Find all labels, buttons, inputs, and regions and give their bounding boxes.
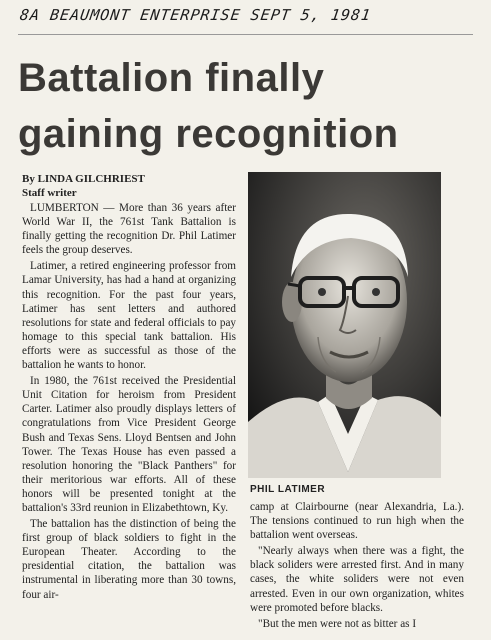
paragraph: "But the men were not as bitter as I — [258, 617, 417, 630]
headline: Battalion finally gaining recognition — [18, 56, 399, 156]
paragraph: The battalion has the distinction of being the first group of black soldiers to fight in the European Theater. According to the presidential citation, the battalion was instrumental in liberating more than 30 towns, four air- — [22, 518, 236, 601]
paragraph: In 1980, the 761st received the Presidential Unit Citation for heroism from President Carter. Latimer also proudly displays letters of congratulations from Vice President George Bush and Texas Sens. Lloyd Bentsen and John Tower. The Texas House has even passed a resolution honoring the "Black Panthers" for their meritorious war efforts. All of these honors will be presented tonight at the battalion's 33rd reunion in Elizabethtown, Ky. — [22, 375, 236, 514]
paragraph: "Nearly always when there was a fight, the black soliders were arrested first. And in many cases, the white soliders were not even arrested. Even in our own organization, whites were promoted before blacks. — [250, 545, 464, 614]
byline-author: By LINDA GILCHRIEST — [22, 173, 145, 185]
photo-caption: PHIL LATIMER — [250, 484, 326, 495]
paragraph: LUMBERTON — More than 36 years after World War II, the 761st Tank Battalion is finally getting the recognition Dr. Phil Latimer feels the group deserves. — [22, 202, 236, 257]
byline-role: Staff writer — [22, 187, 77, 199]
byline — [22, 172, 242, 200]
article-column-1 — [22, 201, 236, 640]
article-column-2 — [250, 500, 464, 640]
portrait-photo — [248, 172, 441, 478]
top-rule — [18, 34, 473, 35]
paragraph: Latimer, a retired engineering professor from Lamar University, has had a hand at organizing this recognition. For the past four years, Latimer has sent letters and authored resolutions for state and federal officials to pay homage to this special tank battalion. His efforts were as successful as those of the battalion he wants to honor. — [22, 260, 236, 372]
handwritten-source-note: 8A BEAUMONT ENTERPRISE SEPT 5, 1981 — [18, 6, 373, 24]
portrait-illustration — [248, 172, 441, 478]
paragraph: camp at Clairbourne (near Alexandria, La.). The tensions continued to run high when the battalion went overseas. — [250, 501, 464, 542]
